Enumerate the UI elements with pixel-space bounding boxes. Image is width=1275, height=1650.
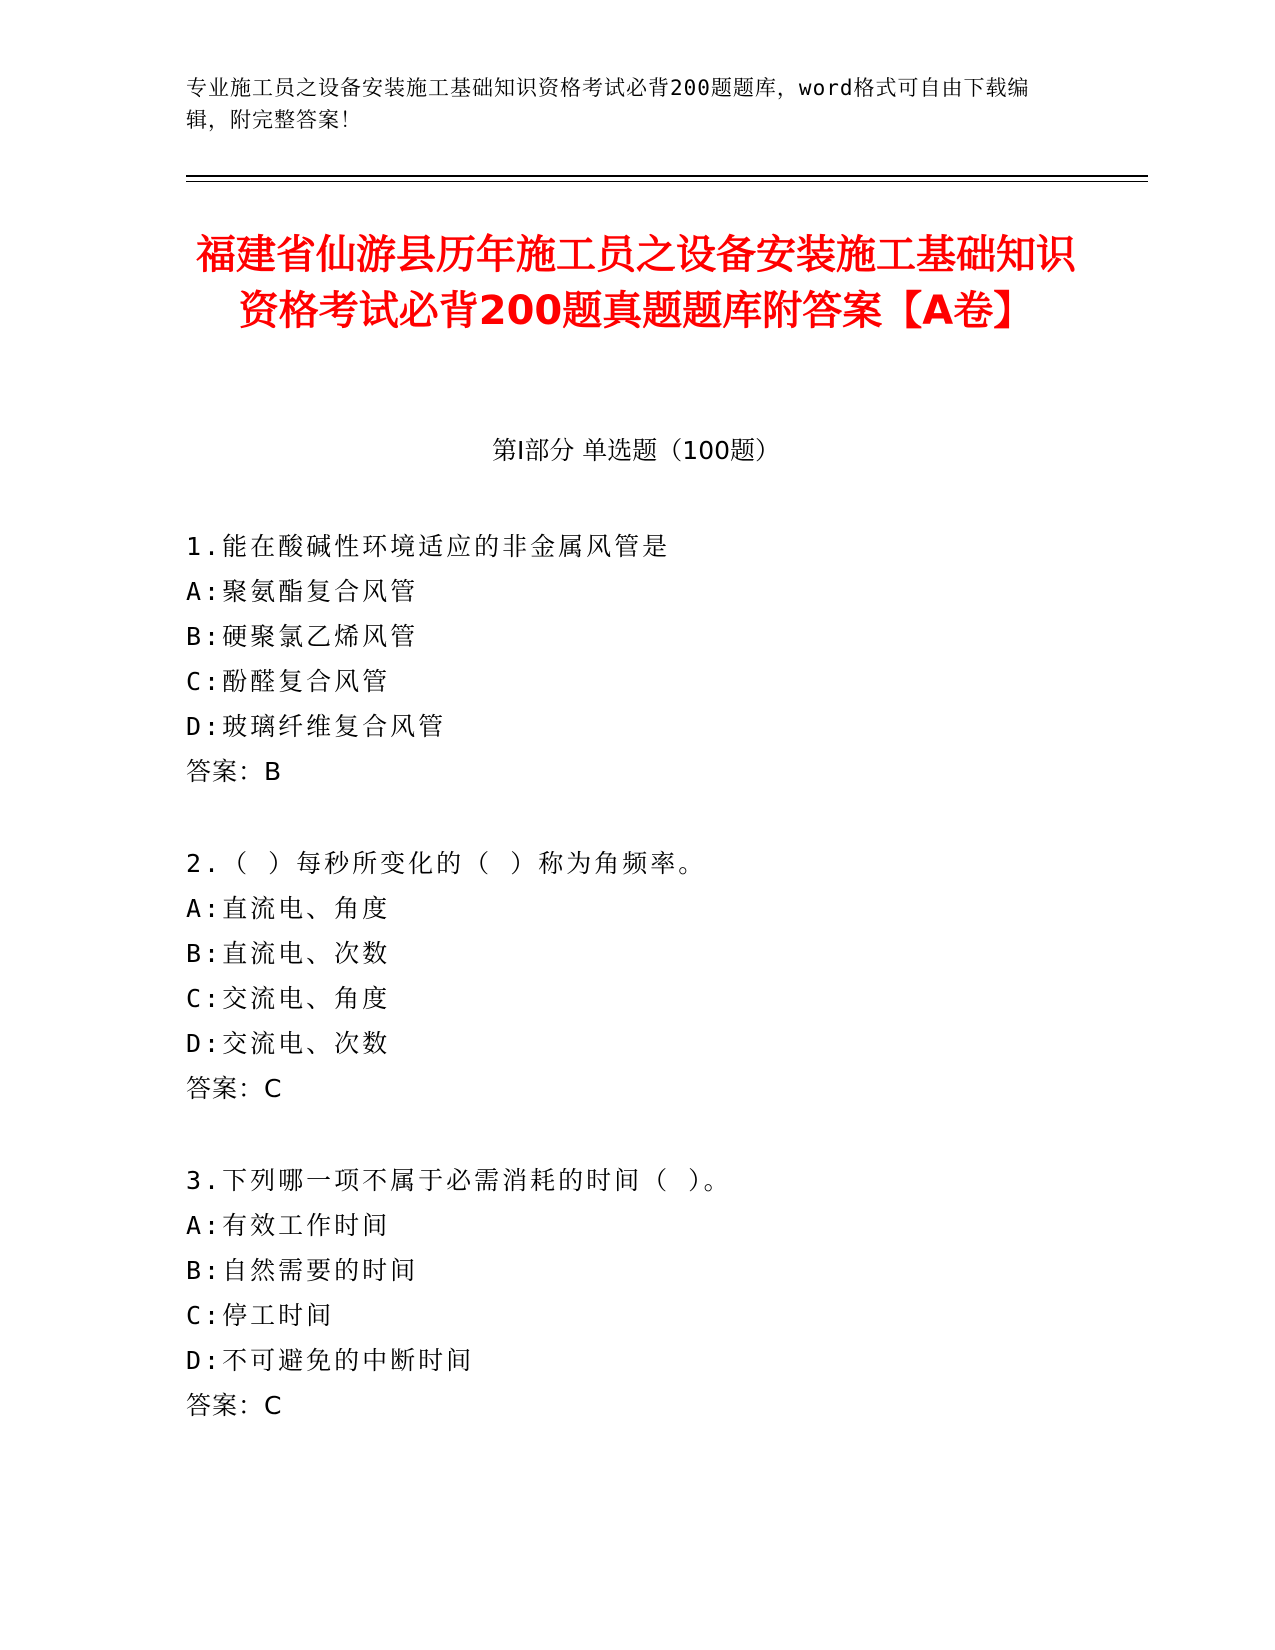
option-d: D:不可避免的中断时间 xyxy=(186,1346,475,1375)
header-divider-thick xyxy=(186,175,1148,177)
intro-text: 专业施工员之设备安装施工基础知识资格考试必背200题题库，word格式可自由下载编辑，附完整答案！ xyxy=(186,76,1030,132)
document-title: 福建省仙游县历年施工员之设备安装施工基础知识资格考试必背200题真题题库附答案【A卷】 xyxy=(196,232,1076,334)
answer-label: 答案：B xyxy=(186,757,283,786)
option-b: B:直流电、次数 xyxy=(186,939,391,968)
section-heading: 第Ⅰ部分 单选题（100题） xyxy=(491,436,781,465)
answer-label: 答案：C xyxy=(186,1074,283,1103)
question-stem: 3.下列哪一项不属于必需消耗的时间（ ）。 xyxy=(186,1166,732,1195)
answer-label: 答案：C xyxy=(186,1391,283,1420)
option-c: C:交流电、角度 xyxy=(186,984,391,1013)
option-b: B:硬聚氯乙烯风管 xyxy=(186,622,419,651)
option-a: A:直流电、角度 xyxy=(186,894,391,923)
question-stem: 2.（ ）每秒所变化的（ ）称为角频率。 xyxy=(186,849,707,878)
option-c: C:停工时间 xyxy=(186,1301,335,1330)
header-divider-thin xyxy=(186,181,1148,182)
option-d: D:交流电、次数 xyxy=(186,1029,391,1058)
option-d: D:玻璃纤维复合风管 xyxy=(186,712,447,741)
question-item xyxy=(186,841,1086,1111)
option-b: B:自然需要的时间 xyxy=(186,1256,419,1285)
option-a: A:聚氨酯复合风管 xyxy=(186,577,419,606)
question-stem: 1.能在酸碱性环境适应的非金属风管是 xyxy=(186,532,671,561)
question-item xyxy=(186,1158,1086,1428)
option-c: C:酚醛复合风管 xyxy=(186,667,391,696)
question-item xyxy=(186,524,1086,794)
option-a: A:有效工作时间 xyxy=(186,1211,391,1240)
